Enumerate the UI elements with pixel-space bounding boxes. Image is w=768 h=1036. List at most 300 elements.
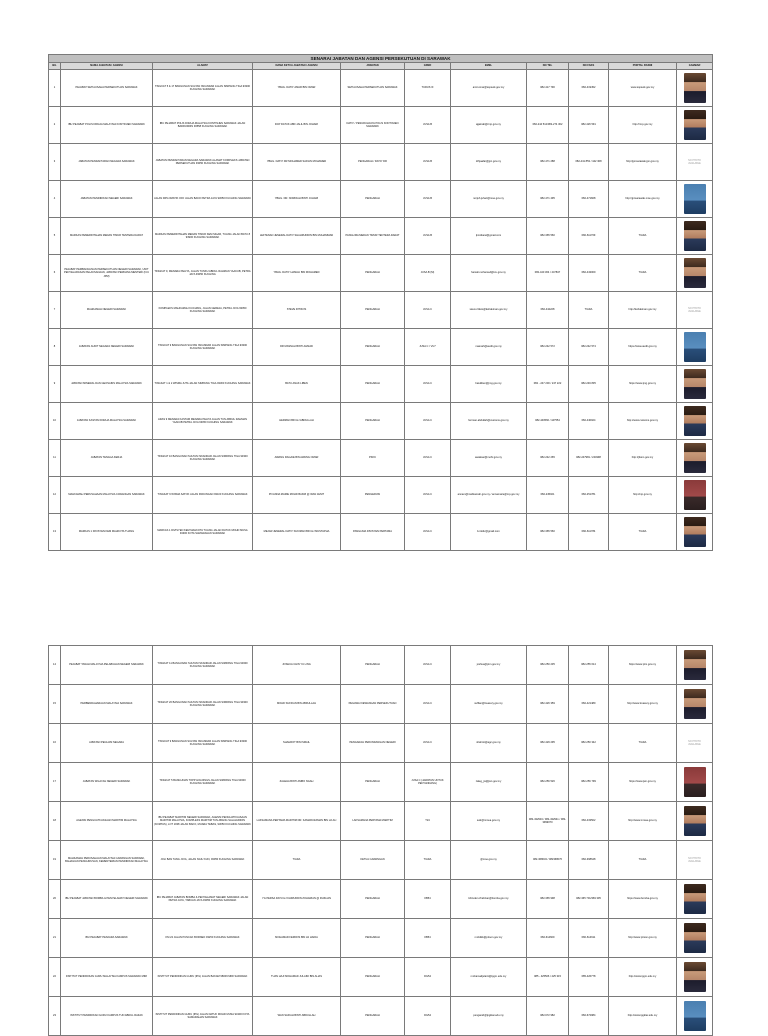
cell-portal: TIADA <box>609 255 677 292</box>
cell-emel[interactable]: amir.omar@sspswk.gov.my <box>451 70 527 107</box>
cell-jawatan: PENGARAH <box>341 403 405 440</box>
cell-portal[interactable]: http://mp.gov.my <box>609 477 677 514</box>
cell-portal[interactable]: http://kehakiman.gov.my <box>609 292 677 329</box>
cell-alamat: TINGKAT 5 BANGUNAN TOPP HOLDINGS JALAN SIMPANG TIGA 93300 KUCHING SARAWAK <box>153 763 253 802</box>
cell-bil: 23 <box>49 997 61 1036</box>
cell-alamat: TINGKAT 9 BANGUNAN SULTAN ISKANDAR JALAN SIMPANG TIGA 93300 KUCHING SARAWAK <box>153 329 253 366</box>
cell-alamat: TINGKAT 11 BANGUNAN SULTAN ISKANDAR JALAN SIMPANG TIGA 93300 KUCHING SARAWAK <box>153 646 253 685</box>
cell-alamat: TINGKAT 5 & 17 BANGUNAN SULTAN ISKANDAR JALAN SIMPANG TIGA 93300 KUCHING SARAWAK <box>153 70 253 107</box>
cell-emel[interactable]: shahrot@agc.gov.my <box>451 724 527 763</box>
cell-ketua: YG PERSA DATU HJ KHIRUDDIN ZOHARIAN @ RUZLIAN <box>253 880 341 919</box>
cell-gambar <box>677 477 713 514</box>
table-row <box>49 724 713 763</box>
cell-alamat: IBU PEJABAT JABATAN BOMBA & PENYELAMAT NEGERI SARAWAK JALAN PETRA JAYA, TABUAN JAYA 93050 KUCHING SARAWAK <box>153 880 253 919</box>
cell-faks: 082-419452 <box>569 70 609 107</box>
cell-bil: 5 <box>49 218 61 255</box>
document-page-2 <box>48 645 712 1036</box>
col-header-portal: PORTAL RASMI <box>609 63 677 70</box>
cell-alamat: TINGKAT 9 WISMA SATOK JALAN PADUNGAN 93100 KUCHING SARAWAK <box>153 477 253 514</box>
head-of-agency-photo <box>684 806 706 836</box>
cell-gambar <box>677 880 713 919</box>
table-row <box>49 997 713 1036</box>
head-of-agency-photo <box>684 1001 706 1031</box>
col-header-jawatan: JAWATAN <box>341 63 405 70</box>
cell-emel[interactable]: swk@mmea.gov.my <box>451 802 527 841</box>
cell-gambar <box>677 181 713 218</box>
cell-gambar <box>677 958 713 997</box>
col-header-tel: NO TEL <box>527 63 569 70</box>
cell-ketua: TUAN HAJI MOHAMAD JULAINI BIN ALIAS <box>253 958 341 997</box>
cell-ketua: AWANG RAGAIE BIN AWANG OMAR <box>253 440 341 477</box>
cell-tel: 082-432934 / 082-432941 / 082-3999070 <box>527 802 569 841</box>
cell-emel[interactable]: mohamadjulaini@ipgm.edu.my <box>451 958 527 997</box>
cell-bil: 10 <box>49 403 61 440</box>
cell-gambar <box>677 218 713 255</box>
cell-alamat: INSTITUT PENDIDIKAN GURU (IPG) JALAN BAKAM 98009 MIRI SARAWAK <box>153 958 253 997</box>
cell-nama: PERBENDAHARAAN MALAYSIA SARAWAK <box>61 685 153 724</box>
cell-portal: TIADA <box>609 514 677 551</box>
cell-ketua: HERMAN BIN HJ ABDULLAH <box>253 403 341 440</box>
cell-portal[interactable]: https://www.jmg.gov.my <box>609 366 677 403</box>
col-header-faks: NO FAKS <box>569 63 609 70</box>
cell-portal[interactable]: http://www.customs.gov.my <box>609 403 677 440</box>
cell-portal[interactable]: www.sspswk.gov.my <box>609 70 677 107</box>
cell-faks: 082-441 853 / 442 308 <box>569 144 609 181</box>
cell-ketua: LEFTENAN JENERAL DATO' SHAHRUDDIN BIN MUHAMMAD <box>253 218 341 255</box>
cell-faks: 082-614611 <box>569 919 609 958</box>
head-of-agency-photo <box>684 332 706 362</box>
cell-emel[interactable]: suffian@treasury.gov.my <box>451 685 527 724</box>
cell-emel[interactable]: drhjaafar@jpn.gov.my <box>451 144 527 181</box>
cell-ketua: LAKSAMANA PERTAMA MARITIM DR. KAMARUZAMAN BIN HJ ALI <box>253 802 341 841</box>
cell-emel[interactable]: masnah@audit.gov.my <box>451 329 527 366</box>
head-of-agency-photo <box>684 221 706 251</box>
cell-bil: 6 <box>49 255 61 292</box>
agency-table-page-1 <box>48 54 713 551</box>
cell-gambar <box>677 403 713 440</box>
cell-jawatan: PANGLIMA MEDAN TIMUR TENTERA DARAT <box>341 218 405 255</box>
cell-nama: JABATAN MINERAL DAN GEOSAINS MALAYSIA SARAWAK <box>61 366 153 403</box>
cell-faks: TIADA <box>569 292 609 329</box>
cell-jawatan: SETIAUSAHA PERSEKUTUAN SARAWAK <box>341 70 405 107</box>
table-row <box>49 366 713 403</box>
cell-bil: 2 <box>49 107 61 144</box>
cell-ketua: SHAHROT BIN ISMAIL <box>253 724 341 763</box>
col-header-gambar: GAMBAR <box>677 63 713 70</box>
cell-tel: 082-256 526 <box>527 763 569 802</box>
cell-gred: KB54 <box>405 880 451 919</box>
cell-emel[interactable]: norjuh.juhari@moe.gov.my <box>451 181 527 218</box>
cell-bil: 16 <box>49 724 61 763</box>
col-header-emel: EMEL <box>451 63 527 70</box>
cell-gambar <box>677 685 713 724</box>
cell-gred: TIADA <box>405 841 451 880</box>
table-row <box>49 685 713 724</box>
cell-alamat: TINGKAT 20 BANGUNAN SULTAN ISKANDAR JALAN SIMPANG TIGA 93300 KUCHING SARAWAK <box>153 685 253 724</box>
head-of-agency-photo <box>684 650 706 680</box>
cell-emel[interactable]: steve.ritikos@kehakiman.gov.my <box>451 292 527 329</box>
cell-emel[interactable]: joshua@ptm.gov.my <box>451 646 527 685</box>
cell-emel[interactable]: zaleg_jw@jwn.gov.my <box>451 763 527 802</box>
cell-portal[interactable]: https://www.ptm.gov.my <box>609 646 677 685</box>
cell-nama: MAHKAMAH NEGERI SARAWAK <box>61 292 153 329</box>
cell-alamat: TINGKAT 1 & 2 WISMA JUTA JALAN SIMPANG TIGA 93300 KUCHING SARAWAK <box>153 366 253 403</box>
table-row <box>49 514 713 551</box>
cell-nama: IBU PEJABAT JABATAN BOMBA & PENYELAMAT NEGERI SARAWAK <box>61 880 153 919</box>
table-title-row <box>49 55 713 63</box>
table-row <box>49 880 713 919</box>
head-of-agency-photo <box>684 73 706 103</box>
cell-ketua: PN ANNA MARIE MOHD BAKRI @ WAN JENIT <box>253 477 341 514</box>
cell-gred: DG54 <box>405 958 451 997</box>
cell-bil: 9 <box>49 366 61 403</box>
cell-portal[interactable]: http://www.treasury.gov.my <box>609 685 677 724</box>
cell-alamat: IBU PEJABAT MARITIM NEGERI SARAWAK, AGENSI PENGUATKUASAAN MARITIM MALAYSIA, KOMPLEKS MARITIM TUN ABANG SALAHUDDIN (KOMTAS), LOT 1938 JALAN BAKO, MUARA TEBAS, 93050 KUCHING SARAWAK <box>153 802 253 841</box>
cell-emel[interactable]: batuliben@jmg.gov.my <box>451 366 527 403</box>
table-row <box>49 958 713 997</box>
cell-bil: 8 <box>49 329 61 366</box>
table-row <box>49 440 713 477</box>
cell-tel: 082-365 998 <box>527 880 569 919</box>
cell-nama: JABATAN PENDAFTARAN NEGARA SARAWAK <box>61 144 153 181</box>
cell-bil: 21 <box>49 919 61 958</box>
cell-gred: JUSA B <box>405 218 451 255</box>
cell-gred: JUSA C <box>405 366 451 403</box>
cell-nama: MARKAS 1 DIVISYEN KEM MAHKOTA TUANG <box>61 514 153 551</box>
cell-bil: 14 <box>49 646 61 685</box>
cell-nama: PEJABAT SETIAUSAHA PERSEKUTUAN SARAWAK <box>61 70 153 107</box>
cell-gred: T24 <box>405 802 451 841</box>
cell-faks: 082-672984 <box>569 997 609 1036</box>
cell-ketua: YBHG. DATO' DR MOHAMED SAFIAN MOHAMED <box>253 144 341 181</box>
cell-alamat: TINGKAT 9, MENARA PELITA, JALAN TUNKU ABDUL RAHMAN YAAKUB, PETRA JAYA 93050 KUCHING <box>153 255 253 292</box>
cell-jawatan: PENGARAH <box>341 292 405 329</box>
col-header-alamat: ALAMAT <box>153 63 253 70</box>
cell-gred: JUSA C <box>405 646 451 685</box>
cell-jawatan: PENGARAH <box>341 329 405 366</box>
cell-tel: 082-250 235 <box>527 646 569 685</box>
table-row <box>49 646 713 685</box>
cell-gred: JUSA C <box>405 292 451 329</box>
cell-emel[interactable]: annam@mahkamah.gov.my / annamarie@mp.gov.my <box>451 477 527 514</box>
cell-emel[interactable]: awaksar@mohr.gov.my <box>451 440 527 477</box>
cell-gambar <box>677 107 713 144</box>
cell-ketua: MEJAR JENERAL DATO' SUKIMAN BIN HJ MUSTAPHA <box>253 514 341 551</box>
cell-ketua: DR MASNAH BINTI AHMAD <box>253 329 341 366</box>
cell-gred: DG54 <box>405 997 451 1036</box>
cell-alamat: ARAS 9 MENARA KASTAM MENARA PELITA JALAN TUN ABDUL RAHMAN YAAKUB PETRA JAYA 93050 KUCHING SARAWAK <box>153 403 253 440</box>
cell-gred: JUSA C <box>405 440 451 477</box>
cell-nama: PEJABAT TANAH MALAYSIA PELABUHAN NEGERI SARAWAK <box>61 646 153 685</box>
cell-nama: JABATAN WILAYAH NEGERI SARAWAK <box>61 763 153 802</box>
cell-alamat: JOLI BAN TANG JAYA, JALAN NGIU KUN, 93050 KUCHING SARAWAK <box>153 841 253 880</box>
cell-tel: 082-365 560 <box>527 514 569 551</box>
cell-alamat: MARKAS PEMERINTAHAN MEDAN TIMUR KEM SIGAR, TUANG JALAN BATU 8 93900 KUCHING SARAWAK <box>153 218 253 255</box>
cell-ketua: YBHG. DATO' HAMALI BIN MOHAMED <box>253 255 341 292</box>
cell-nama: IBU PEJABAT POLIS DIRAJA MALAYSIA KONTINJEN SARAWAK <box>61 107 153 144</box>
cell-tel: 082-368034 / 082368076 <box>527 841 569 880</box>
cell-gambar <box>677 329 713 366</box>
cell-faks: 082-250 342 <box>569 724 609 763</box>
cell-nama: INSTITUT PENDIDIKAN GURU MALAYSIA KAMPUS SARAWAK MIRI <box>61 958 153 997</box>
cell-gambar <box>677 366 713 403</box>
agency-table-page-2 <box>48 645 713 1036</box>
cell-ketua: JOSHUA CHIN YU LING <box>253 646 341 685</box>
cell-ketua: WAN SAFIAH BINTI ABDULLAH <box>253 997 341 1036</box>
cell-gambar <box>677 763 713 802</box>
cell-tel: 082-614609 <box>527 919 569 958</box>
col-header-ketua: NAMA KETUA JABATAN / AGENSI <box>253 63 341 70</box>
cell-faks: 082-368648 <box>569 841 609 880</box>
cell-bil: 22 <box>49 958 61 997</box>
cell-faks: 085-426778 <box>569 958 609 997</box>
table-row <box>49 107 713 144</box>
cell-gred: JUSA C <box>405 724 451 763</box>
cell-portal[interactable]: http://www.prison.gov.my <box>609 919 677 958</box>
cell-bil: 13 <box>49 514 61 551</box>
cell-gambar <box>677 646 713 685</box>
cell-tel: 082-442228 <box>527 292 569 329</box>
cell-bil: 3 <box>49 144 61 181</box>
cell-alamat: JALAN DIPLOMATIK OFF JALAN BAKO PETRA JAYA 93050 KUCHING SARAWAK <box>153 181 253 218</box>
cell-jawatan: PENGARAH <box>341 181 405 218</box>
cell-alamat: TINGKAT 10 BANGUNAN SULTAN ISKANDAR JALAN SIMPANG TIGA 93300 KUCHING SARAWAK <box>153 440 253 477</box>
cell-nama: MARKAS PEMERINTAHAN MEDAN TIMUR TENTERA DARAT <box>61 218 153 255</box>
cell-alamat: JABATAN PENDAFTARAN NEGARA SARAWAK ALAMAT KOMPLEKS JABATAN PERSEKUTUAN 93050 KUCHING SARAWAK <box>153 144 253 181</box>
col-header-gred: GRED <box>405 63 451 70</box>
cell-gambar <box>677 440 713 477</box>
cell-gred: JUSA B <box>405 144 451 181</box>
table-row <box>49 919 713 958</box>
table-row <box>49 841 713 880</box>
cell-gambar <box>677 997 713 1036</box>
cell-nama: JABATAN PENDIDIKAN NEGERI SARAWAK <box>61 181 153 218</box>
cell-portal: TIADA <box>609 218 677 255</box>
cell-tel: 082-242 572 <box>527 329 569 366</box>
cell-gred: JUSA B (M) <box>405 255 451 292</box>
cell-tel: 082 - 247 200 / 247 222 <box>527 366 569 403</box>
cell-jawatan: PENGARAH / DATO' DR <box>341 144 405 181</box>
table-row <box>49 181 713 218</box>
cell-gambar <box>677 70 713 107</box>
head-of-agency-photo <box>684 480 706 510</box>
cell-emel[interactable]: khiruden.zhahrian@bomba.gov.my <box>451 880 527 919</box>
cell-nama: INSTITUT PENDIDIKAN GURU KAMPUS TUN ABDUL RAZAK <box>61 997 153 1036</box>
cell-emel[interactable]: @moe.gov.my <box>451 841 527 880</box>
cell-tel: 082-245021 <box>527 477 569 514</box>
cell-portal[interactable]: https://www.jwn.gov.my <box>609 763 677 802</box>
cell-jawatan: PANGLIMA DIVISYEN PERTAMA <box>341 514 405 551</box>
cell-portal: TIADA <box>609 724 677 763</box>
head-of-agency-photo <box>684 923 706 953</box>
cell-gambar <box>677 292 713 329</box>
head-of-agency-photo <box>684 884 706 914</box>
cell-tel: 082-365 560 <box>527 218 569 255</box>
cell-bil: 12 <box>49 477 61 514</box>
cell-gambar <box>677 514 713 551</box>
cell-faks: 082-421489 <box>569 685 609 724</box>
cell-tel: 082-429 295 <box>527 724 569 763</box>
head-of-agency-photo <box>684 406 706 436</box>
head-of-agency-photo <box>684 258 706 288</box>
cell-nama: MAHKAMAH PERUSAHAAN MALAYSIA CAWANGAN SARAWAK, BAHAGIAN PENGURUSAN, KEMENTERIAN PENDIDIKAN MALAYSIA <box>61 841 153 880</box>
cell-jawatan: PEGAWAI KEWANGAN PERSEKUTUAN <box>341 685 405 724</box>
cell-ketua: YBHG. DR. NORDIAH BINTI JUHARI <box>253 181 341 218</box>
head-of-agency-photo <box>684 184 706 214</box>
cell-gred: JUSA C / VU7 <box>405 329 451 366</box>
cell-ketua: TIADA <box>253 841 341 880</box>
cell-bil: 20 <box>49 880 61 919</box>
cell-ketua: ZALEHA BINTI AMBO NGAH <box>253 763 341 802</box>
cell-tel: 082-440 304 / 447847 <box>527 255 569 292</box>
cell-nama: JABATAN KASTAM DIRAJA MALAYSIA SARAWAK <box>61 403 153 440</box>
cell-gambar <box>677 144 713 181</box>
cell-faks: 082-426 591 <box>569 107 609 144</box>
cell-gred: KB54 <box>405 919 451 958</box>
table-row <box>49 763 713 802</box>
cell-portal[interactable]: https://www.audit.gov.my <box>609 329 677 366</box>
cell-jawatan: PKKK <box>341 440 405 477</box>
head-of-agency-photo <box>684 110 706 140</box>
cell-ketua: YBHG. DATO' AMAR BIN OMAR <box>253 70 341 107</box>
cell-jawatan: PENGARAH <box>341 763 405 802</box>
no-photo-placeholder: NO PHOTO AVAILABLE <box>688 159 701 165</box>
cell-jawatan: DATO' / PESURUHJAYA POLIS KONTINJEN SARAWAK <box>341 107 405 144</box>
cell-faks: 082-249 835 <box>569 366 609 403</box>
cell-jawatan: PENGARAH <box>341 880 405 919</box>
cell-jawatan: PENGARAH <box>341 919 405 958</box>
cell-faks: 082-611769 <box>569 218 609 255</box>
cell-alamat: KM 22 JALAN PUNCAK BORNEO 93250 KUCHING SARAWAK <box>153 919 253 958</box>
cell-jawatan: PENGARAH <box>341 366 405 403</box>
col-header-bil: BIL <box>49 63 61 70</box>
cell-tel: 082-471 495 <box>527 181 569 218</box>
col-header-nama: NAMA JABATAN / AGENSI <box>61 63 153 70</box>
head-of-agency-photo <box>684 443 706 473</box>
head-of-agency-photo <box>684 962 706 992</box>
cell-portal[interactable]: http://rmp.gov.my <box>609 107 677 144</box>
cell-tel: 082-471 288 <box>527 144 569 181</box>
head-of-agency-photo <box>684 369 706 399</box>
cell-gambar <box>677 841 713 880</box>
cell-portal[interactable]: http://www.mmea.gov.my <box>609 802 677 841</box>
cell-bil: 11 <box>49 440 61 477</box>
cell-portal[interactable]: https://www.bomba.gov.my <box>609 880 677 919</box>
head-of-agency-photo <box>684 767 706 797</box>
cell-nama: PEJABAT PEMBANGUNAN PERSEKUTUAN NEGERI SARAWAK, UNIT PENYELARASAN PELAKSANAAN, JABATAN PERDANA MENTERI (ICU JPM) <box>61 255 153 292</box>
cell-nama: MAHKAMAH PERUSAHAAN MALAYSIA CAWANGAN SARAWAK <box>61 477 153 514</box>
table-title: SENARAI JABATAN DAN AGENSI PERSEKUTUAN DI SARAWAK <box>49 55 713 63</box>
cell-faks: 082-256 799 <box>569 763 609 802</box>
head-of-agency-photo <box>684 689 706 719</box>
cell-jawatan: PENGARAH <box>341 958 405 997</box>
cell-emel[interactable]: lpmtdarat@gmail.com <box>451 218 527 255</box>
cell-emel[interactable]: ajjainab@rmp.gov.my <box>451 107 527 144</box>
cell-faks: 082-471828 <box>569 181 609 218</box>
cell-gred: TURUS III <box>405 70 451 107</box>
cell-jawatan: PENGERUSI <box>341 477 405 514</box>
table-row <box>49 292 713 329</box>
cell-alamat: MARKAS 1 DIVISYEN KEM MAHKOTA TUANG JALAN DATUK MOHD MUSA 94300 KOTA SAMARAHAN SARAWAK <box>153 514 253 551</box>
head-of-agency-photo <box>684 517 706 547</box>
no-photo-placeholder: NO PHOTO AVAILABLE <box>688 857 701 863</box>
table-row <box>49 329 713 366</box>
cell-gred: JUSA B <box>405 181 451 218</box>
cell-jawatan: PENGARAH PERUNDANGAN NEGERI <box>341 724 405 763</box>
cell-gred: JUSA C <box>405 477 451 514</box>
cell-emel[interactable]: pengarah@ipgktar.edu.my <box>451 997 527 1036</box>
cell-portal[interactable]: http://www.ipgktar.edu.my <box>609 997 677 1036</box>
cell-alamat: INSTITUT PENDIDIKAN GURU (IPG) JALAN DATUK MOHD MUSA 94300 KOTA SAMARAHAN SARAWAK <box>153 997 253 1036</box>
cell-emel[interactable]: 1mkdiv@gmail.com <box>451 514 527 551</box>
cell-ketua: BATU ANAK LIBEN <box>253 366 341 403</box>
cell-ketua: STEVE RITIKOS <box>253 292 341 329</box>
cell-portal[interactable]: http://jtksm.gov.my <box>609 440 677 477</box>
cell-faks: 082-251781 <box>569 477 609 514</box>
cell-nama: JABATAN TENAGA KERJA <box>61 440 153 477</box>
cell-faks: 082-247981 / 244998 <box>569 440 609 477</box>
cell-ketua: MOHD SUFFIAN BIN ABDULLAH <box>253 685 341 724</box>
cell-alamat: IBU PEJABAT POLIS DIRAJA MALAYSIA KONTINJEN SARAWAK JALAN BADRUDDIN 93558 KUCHING SARAWAK <box>153 107 253 144</box>
no-photo-placeholder: NO PHOTO AVAILABLE <box>688 307 701 313</box>
cell-gambar <box>677 802 713 841</box>
cell-tel: 082-417 790 <box>527 70 569 107</box>
cell-emel[interactable]: herman.abdullah@customs.gov.my <box>451 403 527 440</box>
cell-emel[interactable]: hamali.mohamed@icu.gov.my <box>451 255 527 292</box>
cell-faks: 082-611784 <box>569 514 609 551</box>
table-row <box>49 477 713 514</box>
cell-gred: JUSA C <box>405 403 451 440</box>
cell-bil: 18 <box>49 802 61 841</box>
table-row <box>49 218 713 255</box>
cell-jawatan: PENGARAH <box>341 255 405 292</box>
cell-ketua: MOHAMAD FERDOS BIN HJ HAIDA <box>253 919 341 958</box>
cell-nama: IBU PEJABAT PENJARA SARAWAK <box>61 919 153 958</box>
cell-emel[interactable]: mohdkk@prison.gov.my <box>451 919 527 958</box>
cell-bil: 7 <box>49 292 61 329</box>
cell-jawatan: LAKSAMANA PERTAMA MARITIM <box>341 802 405 841</box>
cell-alamat: TINGKAT 9 BANGUNAN SULTAN ISKANDAR JALAN SIMPANG TIGA 93300 KUCHING SARAWAK <box>153 724 253 763</box>
cell-gred: JUSA C (JAWATAN UNTUK PENYANDANG) <box>405 763 451 802</box>
table-row <box>49 70 713 107</box>
cell-faks: 082-242 574 <box>569 329 609 366</box>
cell-faks: 082-255 614 <box>569 646 609 685</box>
cell-jawatan: KETUA CAWANGAN <box>341 841 405 880</box>
cell-bil: 19 <box>49 841 61 880</box>
cell-alamat: KOMPLEKS MAHKAMAH KUCHING, JALAN GEREJA, PETRA JAYA 93050 KUCHING SARAWAK <box>153 292 253 329</box>
cell-bil: 15 <box>49 685 61 724</box>
no-photo-placeholder: NO PHOTO AVAILABLE <box>688 740 701 746</box>
cell-jawatan: PENGARAH <box>341 997 405 1036</box>
cell-ketua: DCP DATUK ABD JALIL BIN JOHARI <box>253 107 341 144</box>
cell-faks: 082-365 701/369 305 <box>569 880 609 919</box>
cell-tel: 085 - 425506 / 425 315 <box>527 958 569 997</box>
cell-gambar <box>677 255 713 292</box>
cell-bil: 4 <box>49 181 61 218</box>
cell-portal[interactable]: http://jpnsarawak.moe.gov.my <box>609 181 677 218</box>
cell-gred: JUSA B <box>405 107 451 144</box>
cell-portal: TIADA <box>609 841 677 880</box>
cell-portal[interactable]: http://jpnsarawak.jpn.gov.my <box>609 144 677 181</box>
cell-gred: JUSA C <box>405 685 451 724</box>
cell-bil: 17 <box>49 763 61 802</box>
cell-faks: 082-443009 <box>569 255 609 292</box>
cell-tel: 082-426 359 <box>527 685 569 724</box>
table-row <box>49 144 713 181</box>
table-row <box>49 403 713 440</box>
table-header-row <box>49 63 713 70</box>
cell-portal[interactable]: http://www.ipgm.edu.my <box>609 958 677 997</box>
